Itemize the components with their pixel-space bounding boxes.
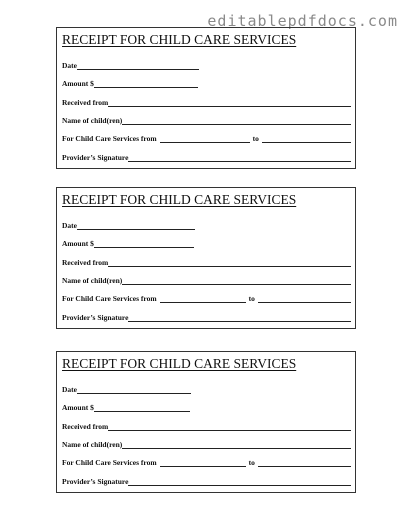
services-row [62, 131, 351, 143]
received-row [62, 419, 351, 431]
amount-row [62, 76, 351, 88]
signature-label: Provider’s Signature [62, 313, 129, 322]
services-row [62, 455, 351, 467]
received-from-field[interactable] [108, 98, 351, 107]
received-from-label: Received from [62, 258, 109, 267]
services-to-field[interactable] [262, 134, 351, 143]
signature-field[interactable] [128, 153, 351, 162]
date-field[interactable] [77, 61, 199, 70]
services-from-label: For Child Care Services from [62, 458, 157, 467]
children-name-label: Name of child(ren) [62, 116, 123, 125]
date-row [62, 382, 351, 394]
signature-label: Provider’s Signature [62, 153, 129, 162]
amount-label: Amount $ [62, 79, 94, 88]
received-from-label: Received from [62, 422, 109, 431]
amount-row [62, 236, 351, 248]
received-row [62, 95, 351, 107]
signature-row [62, 150, 351, 162]
received-from-label: Received from [62, 98, 109, 107]
services-from-field[interactable] [160, 294, 246, 303]
services-row [62, 291, 351, 303]
signature-row [62, 310, 351, 322]
signature-label: Provider’s Signature [62, 477, 129, 486]
signature-field[interactable] [128, 477, 351, 486]
children-name-field[interactable] [122, 440, 351, 449]
children-row [62, 273, 351, 285]
date-label: Date [62, 221, 77, 230]
services-from-field[interactable] [160, 134, 250, 143]
receipt-form-2 [56, 187, 356, 329]
services-to-field[interactable] [258, 294, 351, 303]
children-name-label: Name of child(ren) [62, 276, 123, 285]
amount-row [62, 400, 351, 412]
services-to-label: to [252, 134, 259, 143]
date-field[interactable] [77, 221, 195, 230]
services-to-field[interactable] [258, 458, 351, 467]
received-row [62, 255, 351, 267]
amount-label: Amount $ [62, 239, 94, 248]
date-field[interactable] [77, 385, 191, 394]
children-name-field[interactable] [122, 276, 351, 285]
children-row [62, 437, 351, 449]
children-row [62, 113, 351, 125]
services-to-label: to [248, 294, 255, 303]
services-from-label: For Child Care Services from [62, 134, 157, 143]
date-label: Date [62, 61, 77, 70]
services-to-label: to [248, 458, 255, 467]
date-row [62, 218, 351, 230]
receipt-form-3 [56, 351, 356, 493]
signature-row [62, 474, 351, 486]
children-name-label: Name of child(ren) [62, 440, 123, 449]
receipt-title: RECEIPT FOR CHILD CARE SERVICES [62, 192, 297, 207]
children-name-field[interactable] [122, 116, 351, 125]
signature-field[interactable] [128, 313, 351, 322]
date-row [62, 58, 351, 70]
services-from-label: For Child Care Services from [62, 294, 157, 303]
amount-field[interactable] [94, 403, 190, 412]
received-from-field[interactable] [108, 258, 351, 267]
amount-label: Amount $ [62, 403, 94, 412]
watermark: editablepdfdocs.com [207, 12, 398, 30]
received-from-field[interactable] [108, 422, 351, 431]
services-from-field[interactable] [160, 458, 246, 467]
amount-field[interactable] [94, 79, 198, 88]
receipt-form-1 [56, 27, 356, 169]
amount-field[interactable] [94, 239, 194, 248]
date-label: Date [62, 385, 77, 394]
receipt-title: RECEIPT FOR CHILD CARE SERVICES [62, 32, 297, 47]
receipt-title: RECEIPT FOR CHILD CARE SERVICES [62, 356, 297, 371]
